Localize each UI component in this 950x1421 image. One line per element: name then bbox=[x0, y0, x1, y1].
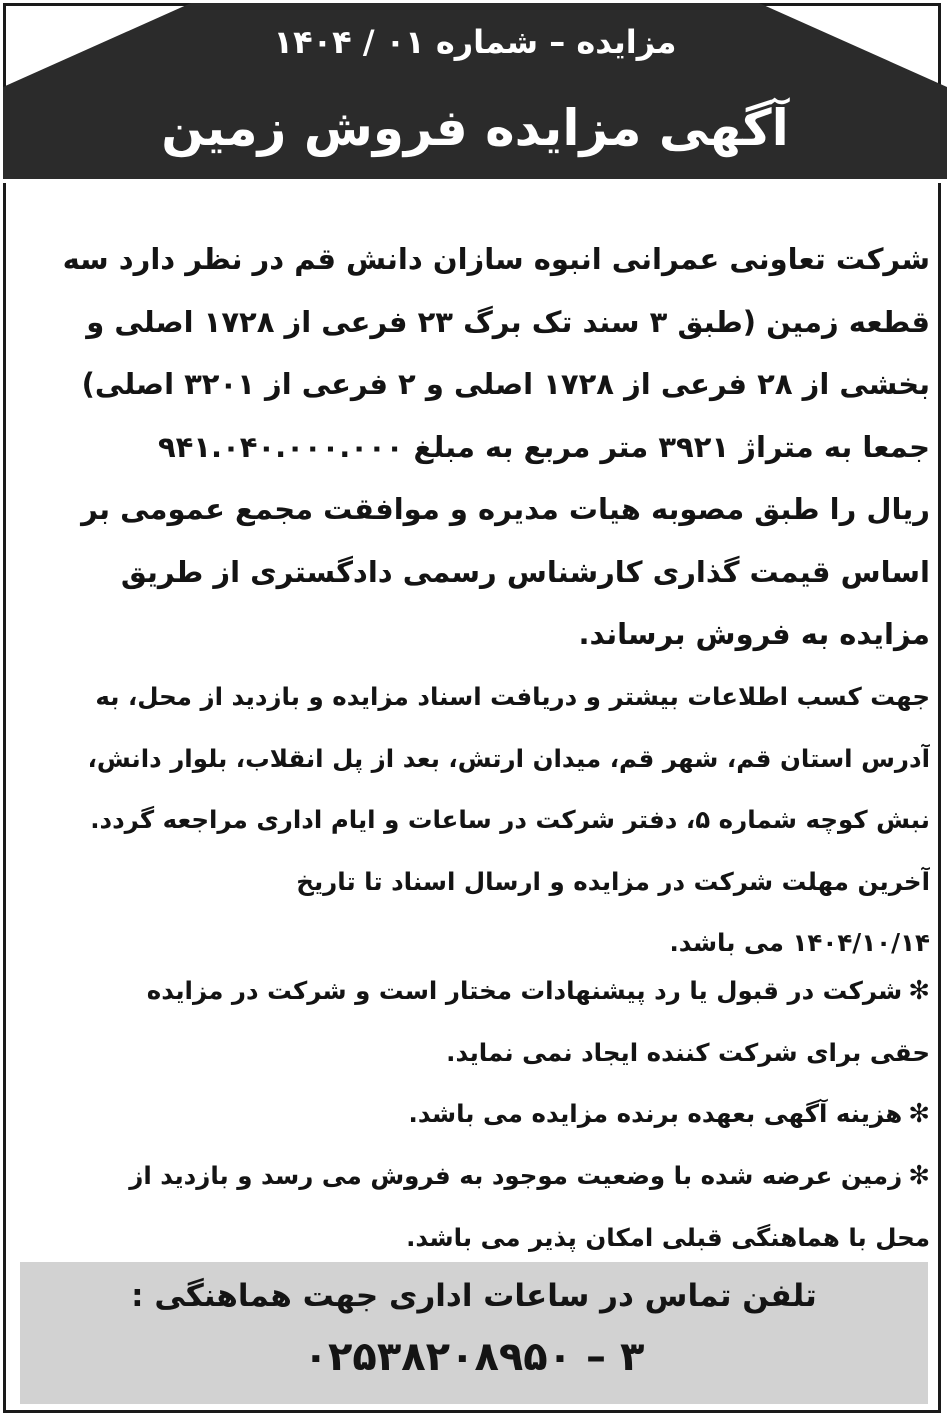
paragraph-line: شرکت تعاونی عمرانی انبوه سازان دانش قم در نظر دارد سه bbox=[62, 242, 930, 276]
auction-number: مزایده – شماره ۰۱ / ۱۴۰۴ bbox=[273, 23, 677, 61]
paragraph-line: بخشی از ۲۸ فرعی از ۱۷۲۸ اصلی و ۲ فرعی از ۳۲۰۱ اصلی) bbox=[81, 367, 930, 401]
phone-number: ۰۲۵۳۸۲۰۸۹۵۰ – ۳ bbox=[303, 1334, 645, 1380]
paragraph-line: جمعا به متراژ ۳۹۲۱ متر مربع به مبلغ ۹۴۱.۰۴۰.۰۰۰.۰۰۰ bbox=[157, 429, 930, 464]
paragraph-line: مزایده به فروش برساند. bbox=[578, 617, 930, 651]
contact-label: تلفن تماس در ساعات اداری جهت هماهنگی : bbox=[131, 1278, 817, 1314]
asterisk-icon: ✻ bbox=[908, 1161, 930, 1191]
list-item bbox=[20, 1083, 930, 1145]
paragraph-line: آخرین مهلت شرکت در مزایده و ارسال اسناد تا تاریخ bbox=[296, 866, 930, 896]
asterisk-icon: ✻ bbox=[908, 1099, 930, 1129]
paragraph-line: قطعه زمین (طبق ۳ سند تک برگ ۲۳ فرعی از ۱۷۲۸ اصلی و bbox=[86, 304, 930, 339]
list-item-continuation: محل با هماهنگی قبلی امکان پذیر می باشد. bbox=[406, 1223, 930, 1252]
list-item-text: هزینه آگهی بعهده برنده مزایده می باشد. bbox=[408, 1099, 903, 1128]
paragraph-line: جهت کسب اطلاعات بیشتر و دریافت اسناد مزایده و بازدید از محل، به bbox=[95, 682, 930, 711]
paragraph-line: نبش کوچه شماره ۵، دفتر شرکت در ساعات و ایام اداری مراجعه گردد. bbox=[90, 805, 930, 834]
contact-box bbox=[20, 1262, 928, 1404]
info-paragraph bbox=[20, 666, 930, 974]
main-paragraph bbox=[20, 228, 930, 666]
list-item-text: شرکت در قبول یا رد پیشنهادات مختار است و شرکت در مزایده bbox=[146, 976, 903, 1005]
list-item-continuation: حقی برای شرکت کننده ایجاد نمی نماید. bbox=[446, 1038, 930, 1067]
paragraph-line: آدرس استان قم، شهر قم، میدان ارتش، بعد از پل انقلاب، بلوار دانش، bbox=[87, 743, 930, 773]
list-item-text: زمین عرضه شده با وضعیت موجود به فروش می رسد و بازدید از bbox=[129, 1161, 903, 1190]
header-banner bbox=[3, 3, 947, 183]
paragraph-line: ۱۴۰۴/۱۰/۱۴ می باشد. bbox=[669, 928, 930, 957]
list-item bbox=[20, 1145, 930, 1207]
paragraph-line: اساس قیمت گذاری کارشناس رسمی دادگستری از طریق bbox=[120, 554, 930, 589]
conditions-list bbox=[20, 960, 930, 1268]
page-title: آگهی مزایده فروش زمین bbox=[161, 99, 789, 157]
asterisk-icon: ✻ bbox=[908, 976, 930, 1006]
list-item bbox=[20, 960, 930, 1022]
paragraph-line: ریال را طبق مصوبه هیات مدیره و موافقت مجمع عمومی بر bbox=[81, 492, 930, 526]
